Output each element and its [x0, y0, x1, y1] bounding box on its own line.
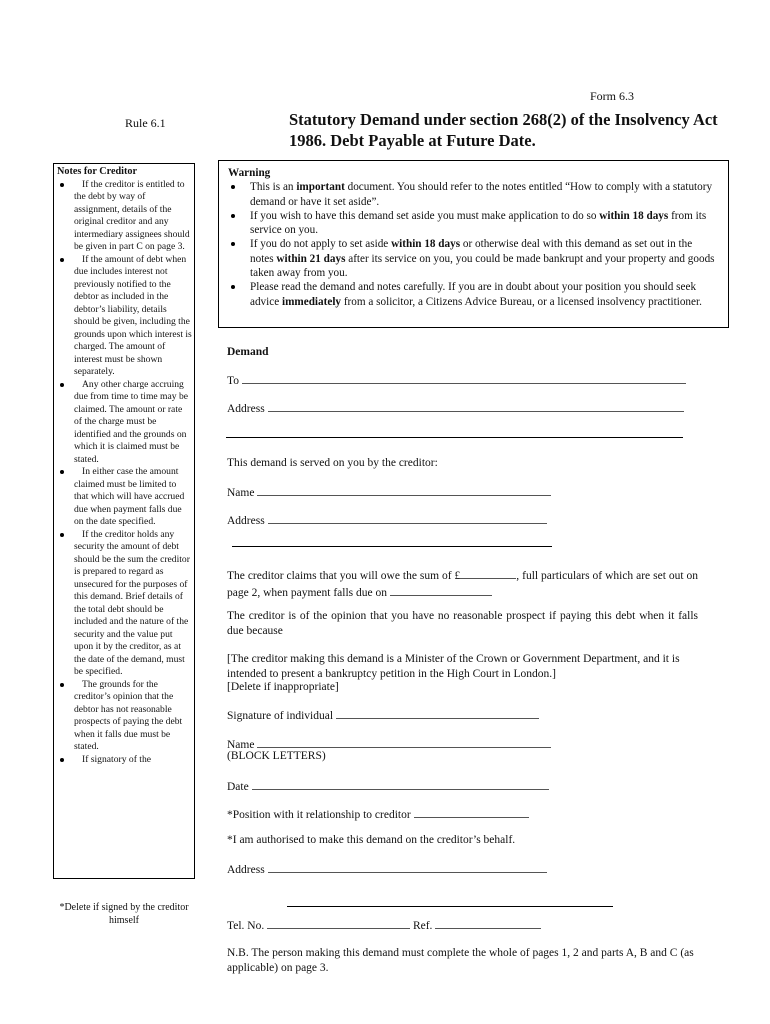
position-row	[227, 806, 529, 823]
tel-field[interactable]	[267, 917, 410, 929]
note-item: If the amount of debt when due includes interest not previously notified to the debtor as included in the debtor’s liability, details should be given, including the grounds upon which interest is charged. The amount of interest must be shown separately.	[57, 254, 192, 379]
creditor-address-row	[227, 512, 547, 529]
signatory-name-field[interactable]	[257, 736, 551, 748]
signature-row	[227, 707, 539, 724]
signature-field[interactable]	[336, 707, 539, 719]
signatory-address-field[interactable]	[268, 861, 547, 873]
note-item: If the creditor is entitled to the debt by way of assignment, details of the original creditor and any intermediary assignees should be given in part C on page 3.	[57, 179, 192, 254]
warning-box	[218, 160, 729, 328]
delete-note: *Delete if signed by the creditor himself	[59, 902, 189, 926]
notes-heading: Notes for Creditor	[57, 166, 137, 177]
date-label: Date	[227, 781, 249, 793]
notes-for-creditor-box	[53, 163, 195, 879]
demand-heading: Demand	[227, 346, 269, 358]
debtor-address-field[interactable]	[268, 400, 684, 412]
authorised-text: *I am authorised to make this demand on the creditor’s behalf.	[227, 834, 516, 846]
claim-paragraph: The creditor claims that you will owe the sum of £ , full particulars of which are set out on page 2, when payment falls due on	[227, 567, 698, 600]
position-field[interactable]	[414, 806, 529, 818]
tel-ref-row	[227, 917, 541, 934]
notes-list	[57, 179, 192, 767]
page-title: Statutory Demand under section 268(2) of the Insolvency Act 1986. Debt Payable at Future Date.	[289, 110, 718, 150]
note-item: In either case the amount claimed must be limited to that which will have accrued due when payment falls due on the date specified.	[57, 466, 192, 529]
rule-number: Rule 6.1	[125, 116, 166, 130]
to-label: To	[227, 375, 239, 387]
sum-field[interactable]	[460, 567, 516, 579]
form-number: Form 6.3	[590, 89, 635, 103]
date-row	[227, 778, 549, 795]
creditor-address-label: Address	[227, 515, 265, 527]
warning-item: This is an important document. You should refer to the notes entitled “How to comply with a statutory demand or have it set aside”.	[228, 180, 718, 209]
position-label: *Position with it relationship to creditor	[227, 809, 411, 821]
signature-label: Signature of individual	[227, 710, 334, 722]
creditor-address-field[interactable]	[268, 512, 547, 524]
signatory-address-row	[227, 861, 547, 878]
creditor-name-field[interactable]	[257, 484, 551, 496]
ref-label: Ref.	[412, 920, 433, 932]
warning-item: Please read the demand and notes carefully. If you are in doubt about your position you should seek advice immediately from a solicitor, a Citizens Advice Bureau, or a licensed insolvency practitioner.	[228, 280, 718, 309]
debtor-address-label: Address	[227, 403, 265, 415]
signatory-address-label: Address	[227, 864, 265, 876]
creditor-name-row	[227, 484, 551, 501]
tel-label: Tel. No.	[227, 920, 265, 932]
date-field[interactable]	[252, 778, 549, 790]
opinion-paragraph: The creditor is of the opinion that you have no reasonable prospect if paying this debt when it falls due because	[227, 610, 698, 637]
block-letters: (BLOCK LETTERS)	[227, 750, 326, 762]
to-field[interactable]	[242, 372, 686, 384]
to-row	[227, 372, 686, 389]
debtor-address-row	[227, 400, 684, 417]
creditor-address-line-2[interactable]	[232, 546, 552, 547]
ref-field[interactable]	[435, 917, 541, 929]
warning-item: If you wish to have this demand set aside you must make application to do so within 18 days from its service on you.	[228, 209, 718, 238]
payment-date-field[interactable]	[390, 584, 492, 596]
signatory-address-line-2[interactable]	[287, 906, 613, 907]
note-item: The grounds for the creditor’s opinion that the debtor has not reasonable prospects of paying the debt when it falls due must be stated.	[57, 679, 192, 754]
note-item: Any other charge accruing due from time to time may be claimed. The amount or rate of the charge must be identified and the grounds on which it is claimed must be stated.	[57, 379, 192, 467]
note-item: If signatory of the	[57, 754, 192, 767]
debtor-address-line-2[interactable]	[226, 437, 683, 438]
nb-note: N.B. The person making this demand must complete the whole of pages 1, 2 and parts A, B and C (as applicable) on page 3.	[227, 947, 694, 974]
minister-paragraph: [The creditor making this demand is a Minister of the Crown or Government Department, and it is intended to present a bankruptcy petition in the High Court in London.]	[227, 653, 680, 680]
signatory-name-label: Name	[227, 739, 255, 751]
delete-inappropriate: [Delete if inappropriate]	[227, 681, 339, 693]
warning-list	[228, 180, 718, 309]
creditor-name-label: Name	[227, 487, 255, 499]
note-item: If the creditor holds any security the amount of debt should be the sum the creditor is prepared to regard as unsecured for the purposes of this demand. Brief details of the total debt should be included and the nature of the security and the value put upon it by the creditor, as at the date of the demand, must be specified.	[57, 529, 192, 679]
warning-item: If you do not apply to set aside within 18 days or otherwise deal with this demand as set out in the notes within 21 days after its service on you, you could be made bankrupt and your property and goods taken away from you.	[228, 237, 718, 280]
warning-heading: Warning	[228, 167, 271, 179]
served-text: This demand is served on you by the creditor:	[227, 457, 438, 469]
